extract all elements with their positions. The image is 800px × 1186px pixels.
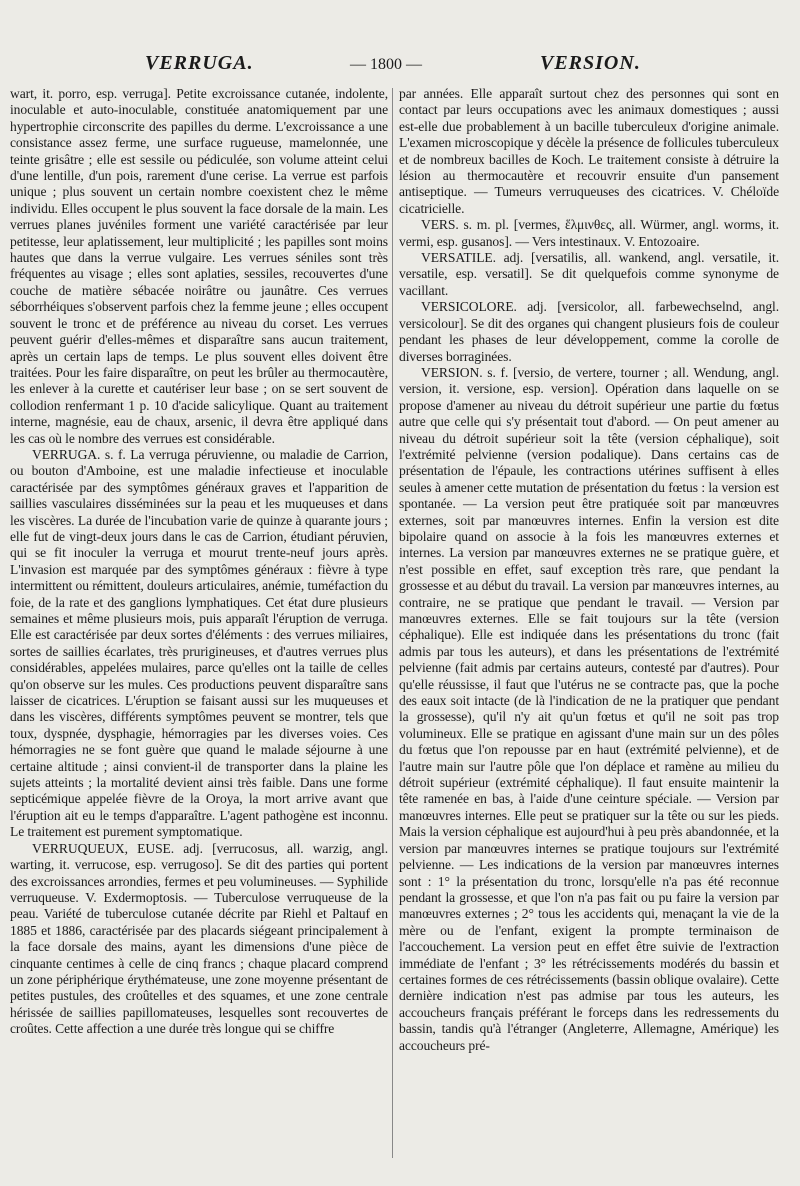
entry-verrue-continued: wart, it. porro, esp. verruga]. Petite excroissance cutanée, indolente, inoculable et auto-inoculable, constituée anatomiquement par une hypertrophie circonscrite des papilles du derme. L'excroissance a une consistance assez ferme, une surface rugueuse, mamelonnée, une teinte grisâtre ; elle est sessile ou pédiculée, son volume atteint celui d'une lentille, d'un pois, rarement d'une cerise. La verrue est parfois unique ; plus souvent un certain nombre coexistent chez le même individu. Elles occupent le plus souvent la face dorsale de la main. Les verrues planes juvéniles forment une variété caractérisée par leur petitesse, leur aplatissement, leur multiplicité ; les papilles sont moins hautes que dans la verrue vulgaire. Les verrues séniles sont très fréquentes au visage ; elles sont aplaties, sessiles, recouvertes d'une couche de matière sébacée noirâtre ou jaunâtre. Ces verrues séborrhéiques s'observent parfois chez la femme jeune ; elles occupent souvent le tronc et de préférence au niveau du corset. Les verrues peuvent guérir d'elles-mêmes et disparaître sans aucun traitement, après un certain laps de temps. Le plus souvent elles doivent être traitées. Pour les faire disparaître, on peut les brûler au thermocautère, les enlever à la curette et cautériser leur base ; on se sert souvent de collodion renfermant 1 p. 10 d'acide salicylique. Quant au traitement interne, magnésie, eau de chaux, arsenic, il devra être appliqué dans les cas où le nombre des verrues est considérable. — [10, 86, 388, 446]
entry-version: VERSION. s. f. [versio, de vertere, tourner ; all. Wendung, angl. version, it. versione, esp. version]. Opération dans laquelle on se propose d'amener au niveau du détroit supérieur une partie du fœtus autre que celle qui s'y présentait tout d'abord. — On peut amener au niveau du détroit supérieur soit la tête (version céphalique), soit l'extrémité pelvienne (version podalique). Dans certains cas de présentation de l'épaule, les contractions utérines suffisent à elles seules à amener cette mutation de présentation du fœtus : la version est spontanée. — La version peut être pratiquée soit par manœuvres externes, soit par manœuvres internes. Enfin la version est dite bipolaire quand on associe à la fois les manœuvres externes et internes. La version par manœuvres externes ne se pratique guère, et n'est possible en effet, sauf exception très rare, que pendant la grossesse et au début du travail. La version par manœuvres internes, au contraire, ne se pratique que pendant le travail. — Version par manœuvres externes. Elle se fait toujours sur la tête (version céphalique). Elle est indiquée dans les présentations du tronc (fait admis par tous les auteurs), et dans les présentations de l'extrémité pelvienne (fait admis par certains auteurs, contesté par d'autres). Pour qu'elle réussisse, il faut que l'utérus ne se contracte pas, que la poche des eaux soit intacte (de là l'indication de ne la pratiquer que pendant la grossesse), qu'il n'y ait qu'un fœtus et qu'il ne soit pas trop volumineux. Elle se pratique en agissant d'une main sur un des pôles du fœtus que l'on repousse par en haut (extrémité pelvienne), et de l'autre main sur l'autre pôle que l'on déplace et ramène au milieu du détroit supérieur (extrémité céphalique). Il faut ensuite maintenir la tête ramenée en bas, à l'aide d'une ceinture spéciale. — Version par manœuvres internes. Elle peut se pratiquer sur la tête ou sur les pieds. Mais la version céphalique est aujourd'hui à peu près abandonnée, et la version par manœuvres internes se pratique toujours sur l'extrémité pelvienne. — Les indications de la version par manœuvres internes sont : 1° la présentation du tronc, lorsqu'elle n'a pas été reconnue pendant la grossesse, et que l'on n'a pas fait ou pu faire la version par manœuvres externes ; 2° tous les accidents qui, menaçant la vie de la mère ou de l'enfant, exigent la prompte terminaison de l'accouchement. La version peut en effet être suivie de l'extraction immédiate de l'enfant ; 3° les rétrécissements modérés du bassin et certaines formes de ces rétrécissements (bassin oblique ovalaire). Cette dernière indication n'est pas admise par tous les auteurs, les accoucheurs français préférant le forceps dans les redressements du bassin, tandis qu'à l'étranger (Angleterre, Allemagne, Amérique) les accoucheurs pré- — [399, 364, 779, 1053]
entry-versicolore: VERSICOLORE. adj. [versicolor, all. farbewechselnd, angl. versicolour]. Se dit des organes qui changent plusieurs fois de couleur pendant les phases de leur développement, comme la corolle de diverses borraginées. — [399, 299, 779, 364]
entry-vers: VERS. s. m. pl. [vermes, ἕλμινθες, all. Würmer, angl. worms, it. vermi, esp. gusanos]. — Vers intestinaux. V. Entozoaire. — [399, 217, 779, 249]
right-column — [399, 86, 779, 1054]
running-head-left: VERRUGA. — [145, 52, 254, 74]
page-number: — 1800 — — [350, 56, 422, 73]
column-divider — [392, 88, 393, 1158]
running-head-right: VERSION. — [540, 52, 641, 74]
entry-verruqueux: VERRUQUEUX, EUSE. adj. [verrucosus, all. warzig, angl. warting, it. verrucose, esp. verrugoso]. Se dit des parties qui portent des excroissances arrondies, fermes et peu volumineuses. — Syphilide verruqueuse. V. Exdermoptosis. — Tuberculose verruqueuse de la peau. Variété de tuberculose cutanée décrite par Riehl et Paltauf en 1885 et 1886, caractérisée par des placards siégeant principalement à la face dorsale des mains, ayant les dimensions d'une pièce de cinquante centimes à celle de cinq francs ; chaque placard comprend un zone périphérique érythémateuse, une zone moyenne présentant de petites pustules, des croûtelles et des squames, et une zone centrale hérissée de saillies papillomateuses, lesquelles sont recouvertes de croûtes. Cette affection a une durée très longue qui se chiffre — [10, 840, 388, 1037]
left-column — [10, 86, 388, 1038]
entry-verruqueux-continued: par années. Elle apparaît surtout chez des personnes qui sont en contact par leurs occupations avec les animaux domestiques ; aussi est-elle due probablement à un bacille tuberculeux d'origine animale. L'examen microscopique y décèle la présence de follicules tuberculeux et de nombreux bacilles de Koch. Le traitement consiste à détruire la lésion au thermocautère et recouvrir ensuite d'un pansement antiseptique. — Tumeurs verruqueuses des cicatrices. V. Chéloïde cicatricielle. — [399, 86, 779, 216]
entry-versatile: VERSATILE. adj. [versatilis, all. wankend, angl. versatile, it. versatile, esp. versatil]. Se dit quelquefois comme synonyme de vacillant. — [399, 250, 779, 298]
entry-verruga: VERRUGA. s. f. La verruga péruvienne, ou maladie de Carrion, ou bouton d'Amboine, est une maladie infectieuse et inoculable caractérisée par des symptômes généraux graves et l'apparition de saillies vasculaires disséminées sur la peau et les muqueuses et dans les viscères. La durée de l'incubation varie de quinze à quarante jours ; elle fut de vingt-deux jours dans le cas de Carrion, étudiant péruvien, qui se fit inoculer la verruga et mourut trente-neuf jours après. L'invasion est marquée par des symptômes généraux : fièvre à type intermittent ou rémittent, douleurs articulaires, anémie, tuméfaction du foie, de la rate et des ganglions lymphatiques. Cet état dure plusieurs semaines et même plusieurs mois, puis apparaît l'éruption de verruga. Elle est caractérisée par deux sortes d'éléments : des verrues miliaires, sortes de saillies écarlates, très prurigineuses, et d'autres verrues plus considérables, appelées mulaires, parce qu'elles ont la taille de celles qu'on observe sur les mules. Ces productions peuvent disparaître sans laisser de cicatrices. L'éruption se faisant aussi sur les muqueuses et dans les viscères, différents symptômes peuvent se montrer, tels que toux, dyspnée, dysphagie, hémorragies par les diverses voies. Ces hémorragies ne se font guère que quand le malade séjourne à une certaine altitude ; ainsi convient-il de transporter dans la plaine les sujets atteints ; la mortalité devient ainsi très faible. Dans une forme septicémique appelée fièvre de la Oroya, la mort arrive avant que l'éruption ait eu le temps d'apparaître. L'agent pathogène est inconnu. Le traitement est purement symptomatique. — [10, 446, 388, 840]
